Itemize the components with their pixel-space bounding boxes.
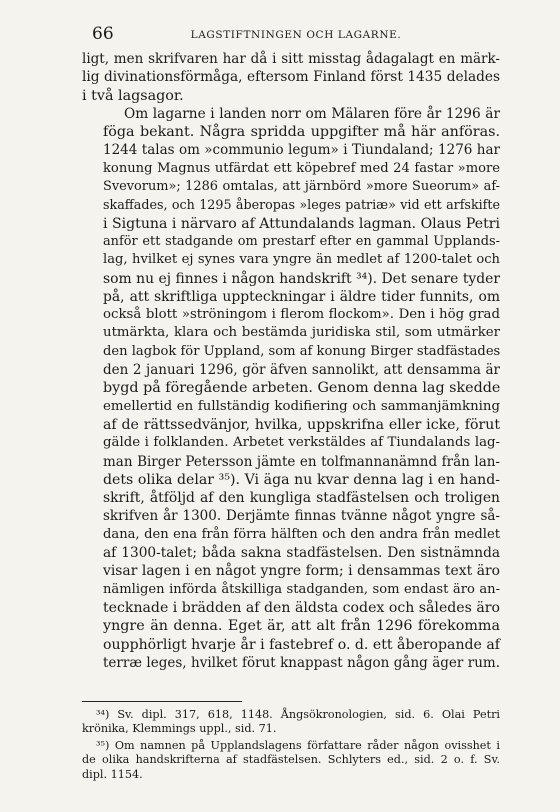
page-number: 66 (92, 24, 114, 44)
text-line: gälde i folklanden. Arbetet verkstäldes af Tiundalands lag- (103, 435, 500, 451)
text-line: nämligen införda åtskilliga stadganden, som endast äro an- (103, 581, 500, 597)
text-line: skrift, åtföljd af den kungliga stadfästelsen och troligen (103, 490, 500, 507)
text-line: den 2 januari 1296, gör äfven sannolikt, att densamma är (103, 362, 500, 379)
text-line: dana, den ena från förra hälften och den andra från medlet (103, 526, 500, 542)
text-line: skrifven år 1300. Derjämte finnas tvänne något yngre så- (103, 508, 500, 525)
footnote-line: de olika handskrifterna af stadfästelsen. Schlyters ed., sid. 2 o. f. Sv. (82, 753, 500, 767)
footnote-35 (82, 739, 500, 782)
text-line: lag, hvilket ej synes vara yngre än medlet af 1200-talet och (103, 252, 500, 268)
text-line: dets olika delar ³⁵). Vi äga nu kvar denna lag i en hand- (103, 471, 500, 488)
text-line: Om lagarne i landen norr om Mälaren före år 1296 är (124, 105, 500, 122)
text-line: föga bekant. Några spridda uppgifter må här anföras. (103, 124, 500, 141)
text-line: visar lagen i en något yngre form; i densammas text äro (103, 563, 500, 580)
footnotes (82, 708, 500, 784)
text-line: oupphörligt hvarje år i fastebref o. d. ett åberopande af (103, 636, 500, 653)
text-line: konung Magnus utfärdat ett köpebref med 24 fastar »more (103, 160, 500, 176)
paragraph (82, 50, 500, 105)
footnote-line: dipl. 1154. (82, 767, 143, 781)
footnote-divider (82, 701, 242, 702)
footnote-34 (82, 708, 500, 737)
text-line: anför ett stadgande om prestarf efter en gammal Upplands- (103, 233, 500, 249)
text-line: 1244 talas om »communio legum» i Tiundaland; 1276 har (103, 142, 500, 159)
text-line: på, att skriftliga uppteckningar i äldre tider funnits, om (103, 288, 500, 305)
text-line: bygd på föregående arbeten. Genom denna lag skedde (103, 380, 501, 397)
text-line: utmärkta, klara och bestämda juridiska stil, som utmärker (103, 325, 500, 341)
text-line: terræ leges, hvilket förut knappast någon gång äger rum. (103, 654, 500, 671)
text-line: yngre än denna. Eget är, att alt från 1296 förekomma (103, 618, 500, 635)
text-line: i Sigtuna i närvaro af Attundalands lagman. Olaus Petri (103, 215, 500, 232)
text-line: som nu ej finnes i någon handskrift ³⁴). Det senare tyder (103, 270, 500, 287)
footnote-line: krönika, Klemmings uppl., sid. 71. (82, 722, 277, 736)
footnote-line: ³⁵) Om namnen på Upplandslagens författare råder någon ovisshet i (96, 738, 500, 752)
running-head: LAGSTIFTNINGEN OCH LAGARNE. (190, 29, 402, 41)
text-line: den lagbok för Uppland, som af konung Birger stadfästades (103, 343, 501, 359)
text-line: Svevorum»; 1286 omtalas, att järnbörd »more Sueorum» af- (103, 179, 500, 195)
text-line: emellertid en fullständig kodifiering och sammanjämkning (103, 398, 500, 414)
text-line: i två lagsagor. (82, 87, 184, 104)
text-line: tecknade i brädden af den äldsta codex och således äro (103, 599, 500, 616)
text-line: ligt, men skrifvaren har då i sitt misstag ådagalagt en märk- (82, 51, 500, 67)
text-line: lig divinationsförmåga, eftersom Finland först 1435 delades (82, 69, 500, 86)
text-line: af 1300-talet; båda sakna stadfästelsen. Den sistnämnda (103, 545, 500, 562)
footnote-line: ³⁴) Sv. dipl. 317, 618, 1148. Ångsökronologien, sid. 6. Olai Petri (96, 708, 500, 721)
text-line: skaffades, och 1295 åberopas »leges patriæ» vid ett arfskifte (103, 197, 500, 213)
page-header (92, 24, 500, 48)
body-text (82, 50, 500, 672)
text-line: också blott »ströningom i flerom flockom». Den i hög grad (103, 307, 500, 323)
text-line: af de rättssedvänjor, hvilka, uppskrifna eller icke, förut (103, 416, 500, 433)
paragraph (82, 105, 500, 672)
text-line: man Birger Petersson jämte en tolfmannanämnd från lan- (103, 453, 500, 470)
